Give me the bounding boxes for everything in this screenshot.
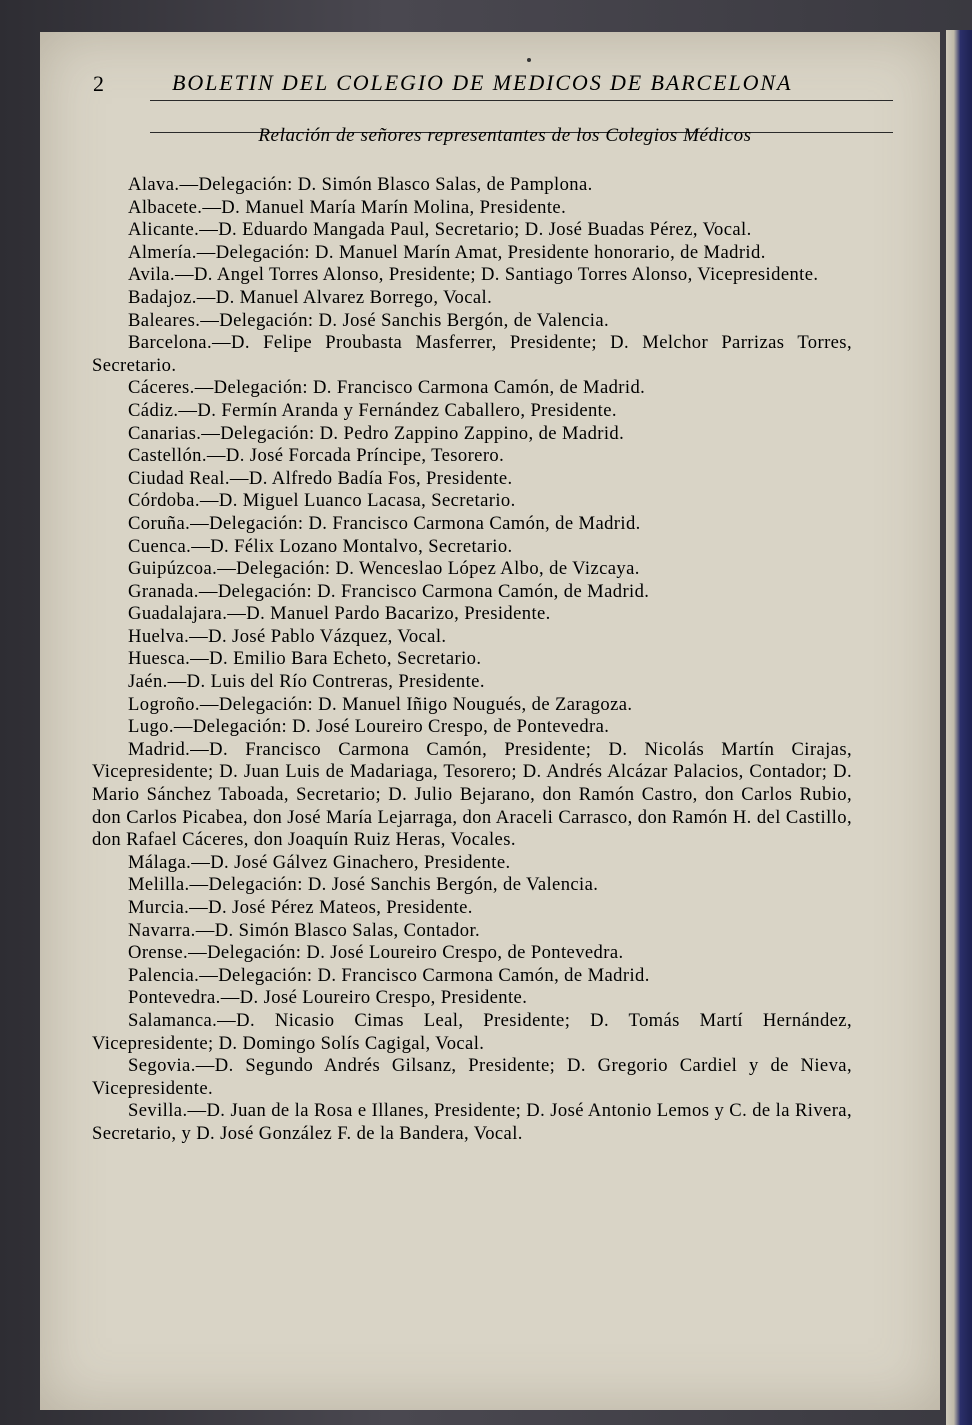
entry-malaga: Málaga.—D. José Gálvez Ginachero, Presidente. xyxy=(128,851,511,873)
entry-cordoba: Córdoba.—D. Miguel Luanco Lacasa, Secretario. xyxy=(128,490,516,512)
entry-baleares: Baleares.—Delegación: D. José Sanchis Bergón, de Valencia. xyxy=(128,309,610,331)
entry-segovia: Segovia.—D. Segundo Andrés Gilsanz, Presidente; D. Gregorio Cardiel y de Nieva, Vicepresidente. xyxy=(92,1055,852,1099)
entry-guipuzcoa: Guipúzcoa.—Delegación: D. Wenceslao López Albo, de Vizcaya. xyxy=(128,558,640,580)
entry-jaen: Jaén.—D. Luis del Río Contreras, Presidente. xyxy=(128,671,485,693)
entry-canarias: Canarias.—Delegación: D. Pedro Zappino Zappino, de Madrid. xyxy=(128,422,625,444)
entry-palencia: Palencia.—Delegación: D. Francisco Carmona Camón, de Madrid. xyxy=(128,964,650,986)
entry-pontevedra: Pontevedra.—D. José Loureiro Crespo, Presidente. xyxy=(128,987,528,1009)
section-subtitle: Relación de señores representantes de los Colegios Médicos xyxy=(258,125,752,146)
entry-melilla: Melilla.—Delegación: D. José Sanchis Bergón, de Valencia. xyxy=(128,874,599,896)
entry-ciudad-real: Ciudad Real.—D. Alfredo Badía Fos, Presidente. xyxy=(128,467,513,489)
entry-orense: Orense.—Delegación: D. José Loureiro Crespo, de Pontevedra. xyxy=(128,942,624,964)
entry-murcia: Murcia.—D. José Pérez Mateos, Presidente. xyxy=(128,897,473,918)
entry-sevilla: Sevilla.—D. Juan de la Rosa e Illanes, Presidente; D. José Antonio Lemos y C. de la Rivera, Secretario, y D. José González F. de la Bandera, Vocal. xyxy=(92,1100,852,1144)
header-rule-top xyxy=(150,100,893,101)
entry-alicante: Alicante.—D. Eduardo Mangada Paul, Secretario; D. José Buadas Pérez, Vocal. xyxy=(128,219,752,241)
entry-alava: Alava.—Delegación: D. Simón Blasco Salas, de Pamplona. xyxy=(128,174,593,195)
entry-madrid: Madrid.—D. Francisco Carmona Camón, Presidente; D. Nicolás Martín Cirajas, Vicepresidente; D. Juan Luis de Madariaga, Tesorero; D. Andrés Alcázar Palacios, Contador; D. Mario Sánchez Taboada, Secretario; D. Julio Bejarano, don Ramón Castro, don Carlos Rubio, don Carlos Picabea, don José María Lejarraga, don Araceli Carrasco, don Ramón H. del Castillo, don Rafael Cáceres, don Joaquín Ruiz Heras, Vocales. xyxy=(92,738,852,851)
entry-avila: Avila.—D. Angel Torres Alonso, Presidente; D. Santiago Torres Alonso, Vicepresidente. xyxy=(128,264,819,286)
entry-cuenca: Cuenca.—D. Félix Lozano Montalvo, Secretario. xyxy=(128,535,513,557)
entry-badajoz: Badajoz.—D. Manuel Alvarez Borrego, Vocal. xyxy=(128,286,493,308)
body-text xyxy=(92,174,852,1146)
print-speck xyxy=(527,58,531,62)
page-number: 2 xyxy=(93,71,104,96)
entry-logrono: Logroño.—Delegación: D. Manuel Iñigo Nougués, de Zaragoza. xyxy=(128,693,633,715)
entry-barcelona: Barcelona.—D. Felipe Proubasta Masferrer, Presidente; D. Melchor Parrizas Torres, Secretario. xyxy=(92,332,852,376)
entry-almeria: Almería.—Delegación: D. Manuel Marín Amat, Presidente honorario, de Madrid. xyxy=(128,241,766,263)
entry-castellon: Castellón.—D. José Forcada Príncipe, Tesorero. xyxy=(128,445,505,467)
entry-huesca: Huesca.—D. Emilio Bara Echeto, Secretario. xyxy=(128,648,482,670)
entry-coruna: Coruña.—Delegación: D. Francisco Carmona Camón, de Madrid. xyxy=(128,512,641,534)
adjacent-page-edge xyxy=(946,30,972,1425)
entry-navarra: Navarra.—D. Simón Blasco Salas, Contador. xyxy=(128,919,481,941)
entry-salamanca: Salamanca.—D. Nicasio Cimas Leal, Presidente; D. Tomás Martí Hernández, Vicepresidente; D. Domingo Solís Cagigal, Vocal. xyxy=(92,1009,852,1054)
entry-guadalajara: Guadalajara.—D. Manuel Pardo Bacarizo, Presidente. xyxy=(128,603,551,625)
entry-lugo: Lugo.—Delegación: D. José Loureiro Crespo, de Pontevedra. xyxy=(128,716,610,738)
entry-huelva: Huelva.—D. José Pablo Vázquez, Vocal. xyxy=(128,625,447,647)
entry-albacete: Albacete.—D. Manuel María Marín Molina, Presidente. xyxy=(128,196,567,218)
entry-cadiz: Cádiz.—D. Fermín Aranda y Fernández Caballero, Presidente. xyxy=(128,399,617,421)
running-title: BOLETIN DEL COLEGIO DE MEDICOS DE BARCELONA xyxy=(172,70,793,95)
entry-granada: Granada.—Delegación: D. Francisco Carmona Camón, de Madrid. xyxy=(128,580,650,602)
entry-caceres: Cáceres.—Delegación: D. Francisco Carmona Camón, de Madrid. xyxy=(128,377,646,399)
